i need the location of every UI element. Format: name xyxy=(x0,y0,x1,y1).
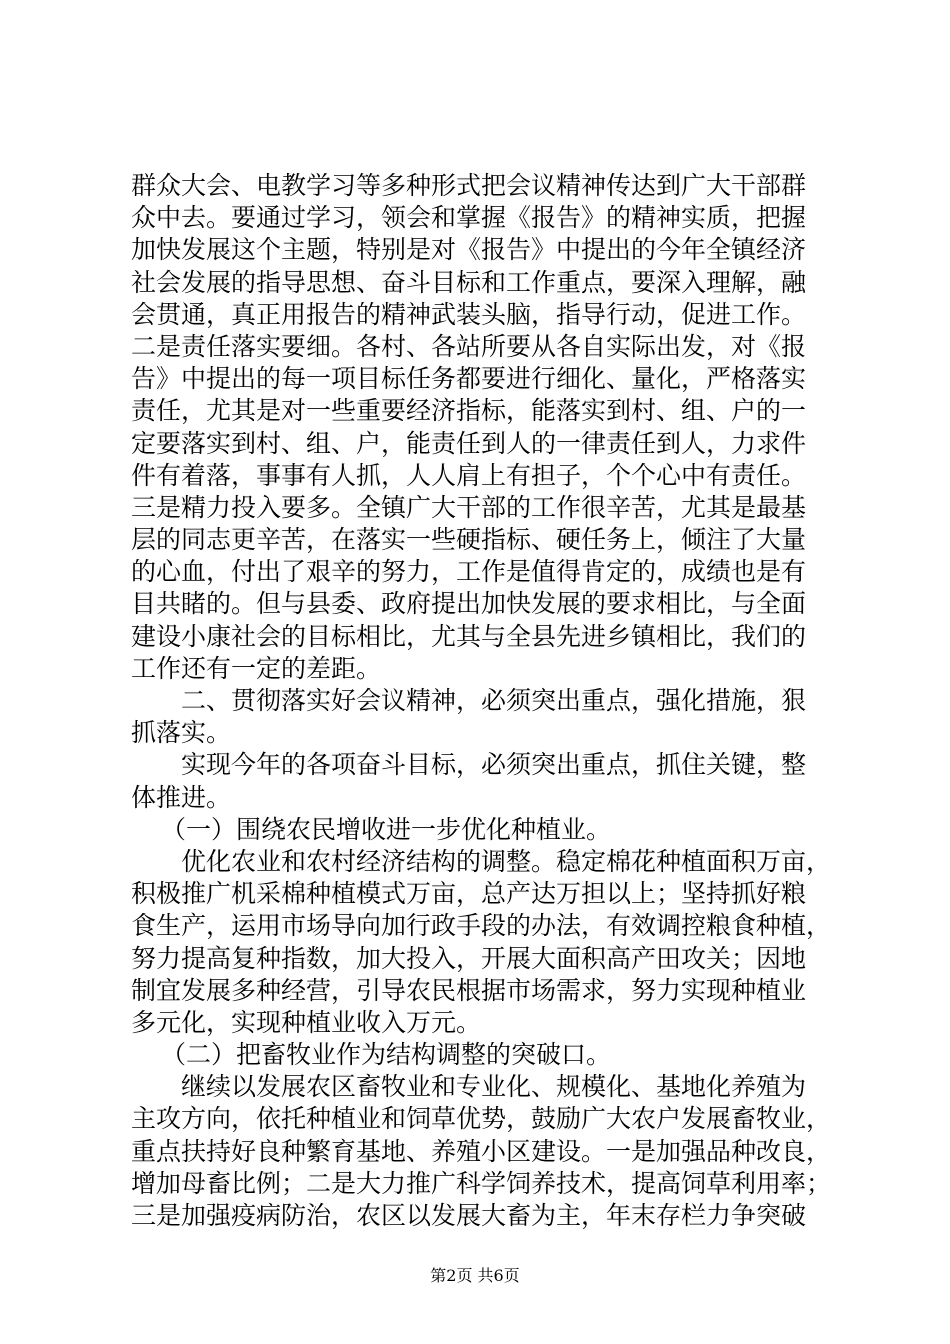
text-line: 加快发展这个主题，特别是对《报告》中提出的今年全镇经济 xyxy=(131,235,807,265)
text-line: 抓落实。 xyxy=(131,718,232,748)
text-line: 责任，尤其是对一些重要经济指标，能落实到村、组、户的一 xyxy=(131,396,807,426)
text-line: 工作还有一定的差距。 xyxy=(131,653,382,683)
text-line: 努力提高复种指数，加大投入，开展大面积高产田攻关；因地 xyxy=(131,943,807,973)
text-line: 众中去。要通过学习，领会和掌握《报告》的精神实质，把握 xyxy=(131,203,807,233)
section-heading: 二、贯彻落实好会议精神，必须突出重点，强化措施，狠 xyxy=(181,686,807,715)
subsection-heading: （一）围绕农民增收进一步优化种植业。 xyxy=(161,814,612,844)
text-line: 实现今年的各项奋斗目标，必须突出重点，抓住关键，整 xyxy=(181,750,807,780)
text-line: 定要落实到村、组、户，能责任到人的一律责任到人，力求件 xyxy=(131,428,807,458)
text-line: 制宜发展多种经营，引导农民根据市场需求，努力实现种植业 xyxy=(131,975,807,1005)
text-line: 建设小康社会的目标相比，尤其与全县先进乡镇相比，我们的 xyxy=(131,621,807,651)
text-line: 会贯通，真正用报告的精神武装头脑，指导行动，促进工作。 xyxy=(131,299,807,329)
document-body xyxy=(131,170,831,1232)
text-line: 体推进。 xyxy=(131,782,232,812)
text-line: 的心血，付出了艰辛的努力，工作是值得肯定的，成绩也是有 xyxy=(131,557,807,587)
text-line: 目共睹的。但与县委、政府提出加快发展的要求相比，与全面 xyxy=(131,589,807,619)
text-line: 层的同志更辛苦，在落实一些硬指标、硬任务上，倾注了大量 xyxy=(131,525,807,555)
page-number: 第2页 共6页 xyxy=(430,1266,520,1285)
text-line: 告》中提出的每一项目标任务都要进行细化、量化，严格落实 xyxy=(131,364,807,394)
text-line: 增加母畜比例；二是大力推广科学饲养技术，提高饲草利用率； xyxy=(131,1168,832,1198)
text-line: 重点扶持好良种繁育基地、养殖小区建设。一是加强品种改良， xyxy=(131,1136,832,1166)
subsection-heading: （二）把畜牧业作为结构调整的突破口。 xyxy=(161,1040,612,1070)
text-line: 三是精力投入要多。全镇广大干部的工作很辛苦，尤其是最基 xyxy=(131,492,807,522)
text-line: 继续以发展农区畜牧业和专业化、规模化、基地化养殖为 xyxy=(181,1072,807,1102)
page-footer xyxy=(0,1266,950,1286)
text-line: 二是责任落实要细。各村、各站所要从各自实际出发，对《报 xyxy=(131,331,807,361)
text-line: 主攻方向，依托种植业和饲草优势，鼓励广大农户发展畜牧业， xyxy=(131,1104,832,1134)
text-line: 多元化，实现种植业收入万元。 xyxy=(131,1007,482,1037)
text-line: 积极推广机采棉种植模式万亩，总产达万担以上；坚持抓好粮 xyxy=(131,879,807,909)
text-line: 优化农业和农村经济结构的调整。稳定棉花种植面积万亩， xyxy=(181,846,832,876)
text-line: 社会发展的指导思想、奋斗目标和工作重点，要深入理解，融 xyxy=(131,267,807,297)
text-line: 三是加强疫病防治，农区以发展大畜为主，年末存栏力争突破 xyxy=(131,1201,807,1230)
text-line: 件有着落，事事有人抓，人人肩上有担子，个个心中有责任。 xyxy=(131,460,807,490)
text-line: 食生产，运用市场导向加行政手段的办法，有效调控粮食种植， xyxy=(131,911,832,941)
text-line: 群众大会、电教学习等多种形式把会议精神传达到广大干部群 xyxy=(131,171,807,200)
